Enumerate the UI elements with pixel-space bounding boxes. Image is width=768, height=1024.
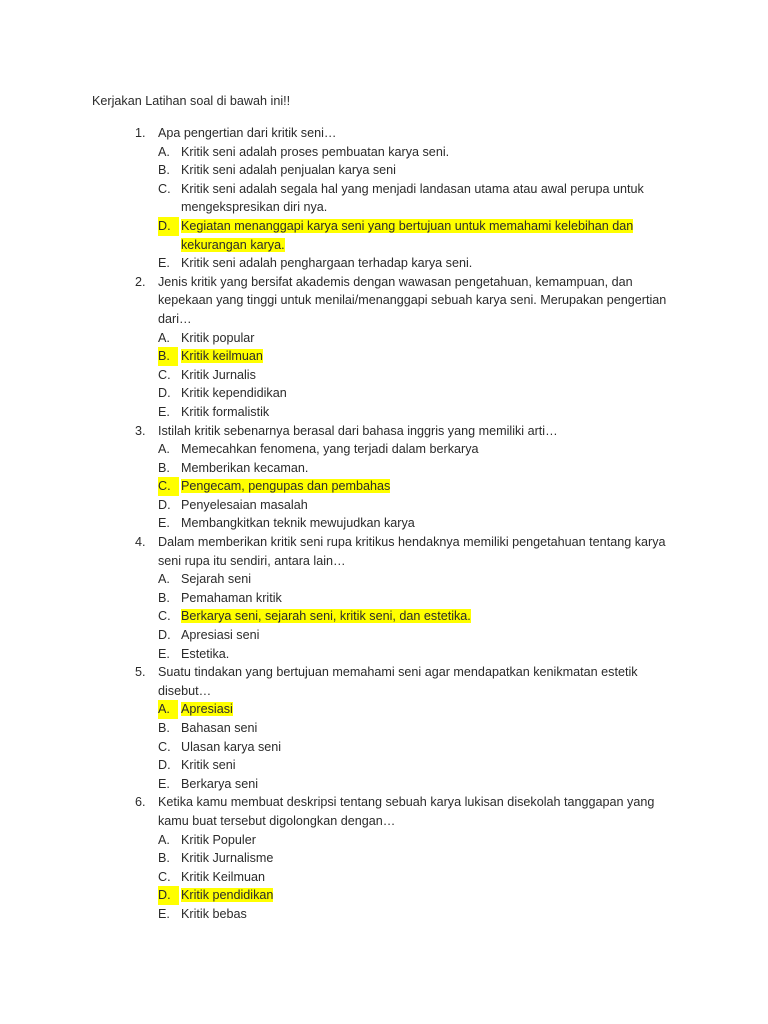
option-text: Kritik Jurnalis — [181, 367, 256, 382]
answer-option-highlighted — [158, 477, 658, 496]
question-item — [0, 533, 678, 663]
answer-option — [158, 645, 658, 664]
option-text: Kritik seni — [181, 758, 236, 773]
option-text: Kritik Jurnalisme — [181, 851, 274, 866]
option-text: Kritik bebas — [181, 906, 247, 921]
option-letter: E. — [158, 646, 170, 661]
option-letter: C. — [158, 181, 171, 196]
option-text: Berkarya seni, sejarah seni, kritik seni, dan estetika. — [181, 609, 471, 624]
option-text: Penyelesaian masalah — [181, 497, 308, 512]
answer-option — [158, 849, 658, 868]
option-text: Kritik seni adalah proses pembuatan karya seni. — [181, 144, 450, 159]
option-text: Apresiasi seni — [181, 628, 260, 643]
option-text: Kritik Keilmuan — [181, 869, 265, 884]
question-number: 3. — [135, 423, 146, 438]
option-text: Pengecam, pengupas dan pembahas — [181, 479, 391, 494]
answer-option — [158, 756, 658, 775]
answer-option — [158, 366, 658, 385]
answer-option — [158, 161, 658, 180]
question-text: Dalam memberikan kritik seni rupa kritikus hendaknya memiliki pengetahuan tentang karya seni rupa itu sendiri, antara lain… — [158, 535, 666, 568]
answer-option-highlighted — [158, 607, 658, 626]
option-letter: C. — [158, 609, 171, 624]
answer-option — [158, 868, 658, 887]
option-letter: B. — [158, 460, 170, 475]
option-letter: A. — [158, 700, 178, 719]
option-letter: E. — [158, 776, 170, 791]
option-text: Pemahaman kritik — [181, 590, 282, 605]
question-text: Apa pengertian dari kritik seni… — [158, 126, 337, 140]
option-list — [158, 440, 678, 533]
question-text: Suatu tindakan yang bertujuan memahami seni agar mendapatkan kenikmatan estetik disebut… — [158, 665, 638, 698]
answer-option-highlighted — [158, 347, 658, 366]
option-text: Kritik formalistik — [181, 404, 270, 419]
option-list — [158, 700, 678, 793]
question-list — [0, 124, 768, 924]
answer-option — [158, 589, 658, 608]
option-letter: B. — [158, 163, 170, 178]
answer-option — [158, 514, 658, 533]
option-text: Kritik pendidikan — [181, 888, 274, 903]
option-letter: C. — [158, 367, 171, 382]
question-item — [0, 663, 678, 793]
option-letter: A. — [158, 442, 170, 457]
option-text: Bahasan seni — [181, 721, 258, 735]
option-text: Kritik Populer — [181, 832, 256, 847]
option-letter: E. — [158, 404, 170, 419]
question-text: Ketika kamu membuat deskripsi tentang sebuah karya lukisan disekolah tanggapan yang kamu buat tersebut digolongkan dengan… — [158, 795, 655, 828]
option-text: Memberikan kecaman. — [181, 460, 309, 475]
option-text: Kritik seni adalah penjualan karya seni — [181, 163, 396, 178]
question-number: 2. — [135, 274, 146, 289]
answer-option — [158, 254, 658, 273]
option-letter: D. — [158, 758, 171, 773]
option-list — [158, 831, 678, 924]
answer-option — [158, 440, 658, 459]
question-item — [0, 124, 678, 273]
option-text: Kritik kependidikan — [181, 386, 287, 401]
answer-option — [158, 719, 658, 738]
option-letter: D. — [158, 886, 179, 905]
option-letter: A. — [158, 832, 170, 847]
option-text: Estetika. — [181, 646, 230, 661]
answer-option-highlighted — [158, 217, 658, 254]
answer-option — [158, 775, 658, 794]
option-text: Sejarah seni — [181, 572, 252, 587]
option-letter: B. — [158, 721, 170, 735]
option-letter: B. — [158, 347, 178, 366]
option-letter: D. — [158, 217, 179, 236]
option-text: Apresiasi — [181, 702, 233, 717]
option-letter: A. — [158, 572, 170, 587]
option-text: Kritik seni adalah segala hal yang menjadi landasan utama atau awal perupa untuk mengekspresikan diri nya. — [181, 181, 644, 215]
option-letter: B. — [158, 590, 170, 605]
answer-option — [158, 329, 658, 348]
option-letter: E. — [158, 516, 170, 531]
option-letter: E. — [158, 906, 170, 921]
answer-option — [158, 384, 658, 403]
option-text: Memecahkan fenomena, yang terjadi dalam berkarya — [181, 442, 479, 457]
option-list — [158, 143, 678, 273]
option-letter: C. — [158, 869, 171, 884]
question-text: Jenis kritik yang bersifat akademis dengan wawasan pengetahuan, kemampuan, dan kepekaan yang tinggi untuk menilai/menanggapi sebuah karya seni. Merupakan pengertian dari… — [158, 274, 667, 326]
answer-option — [158, 143, 658, 162]
option-letter: A. — [158, 144, 170, 159]
answer-option — [158, 905, 658, 924]
question-number: 4. — [135, 535, 146, 550]
answer-option — [158, 626, 658, 645]
option-text: Berkarya seni — [181, 776, 258, 791]
option-letter: B. — [158, 851, 170, 866]
option-list — [158, 570, 678, 663]
option-text: Kritik seni adalah penghargaan terhadap karya seni. — [181, 256, 473, 271]
option-letter: E. — [158, 256, 170, 271]
option-letter: D. — [158, 628, 171, 643]
option-letter: C. — [158, 739, 171, 754]
answer-option — [158, 738, 658, 757]
option-letter: D. — [158, 497, 171, 512]
option-letter: A. — [158, 330, 170, 345]
answer-option-highlighted — [158, 886, 658, 905]
question-item — [0, 422, 678, 534]
question-text: Istilah kritik sebenarnya berasal dari bahasa inggris yang memiliki arti… — [158, 423, 558, 438]
instruction-text: Kerjakan Latihan soal di bawah ini!! — [92, 94, 291, 108]
option-text: Kegiatan menanggapi karya seni yang bertujuan untuk memahami kelebihan dan kekurangan karya. — [181, 218, 634, 252]
question-item — [0, 793, 678, 923]
answer-option — [158, 496, 658, 515]
answer-option — [158, 459, 658, 478]
answer-option-highlighted — [158, 700, 658, 719]
question-item — [0, 273, 678, 422]
answer-option — [158, 180, 658, 217]
option-text: Membangkitkan teknik mewujudkan karya — [181, 516, 415, 531]
option-text: Ulasan karya seni — [181, 739, 282, 754]
option-letter: C. — [158, 477, 179, 496]
option-list — [158, 329, 678, 422]
option-text: Kritik keilmuan — [181, 349, 263, 364]
question-number: 1. — [135, 126, 146, 140]
option-text: Kritik popular — [181, 330, 255, 345]
question-number: 6. — [135, 795, 146, 810]
answer-option — [158, 831, 658, 850]
question-number: 5. — [135, 665, 146, 680]
option-letter: D. — [158, 386, 171, 401]
answer-option — [158, 570, 658, 589]
answer-option — [158, 403, 658, 422]
